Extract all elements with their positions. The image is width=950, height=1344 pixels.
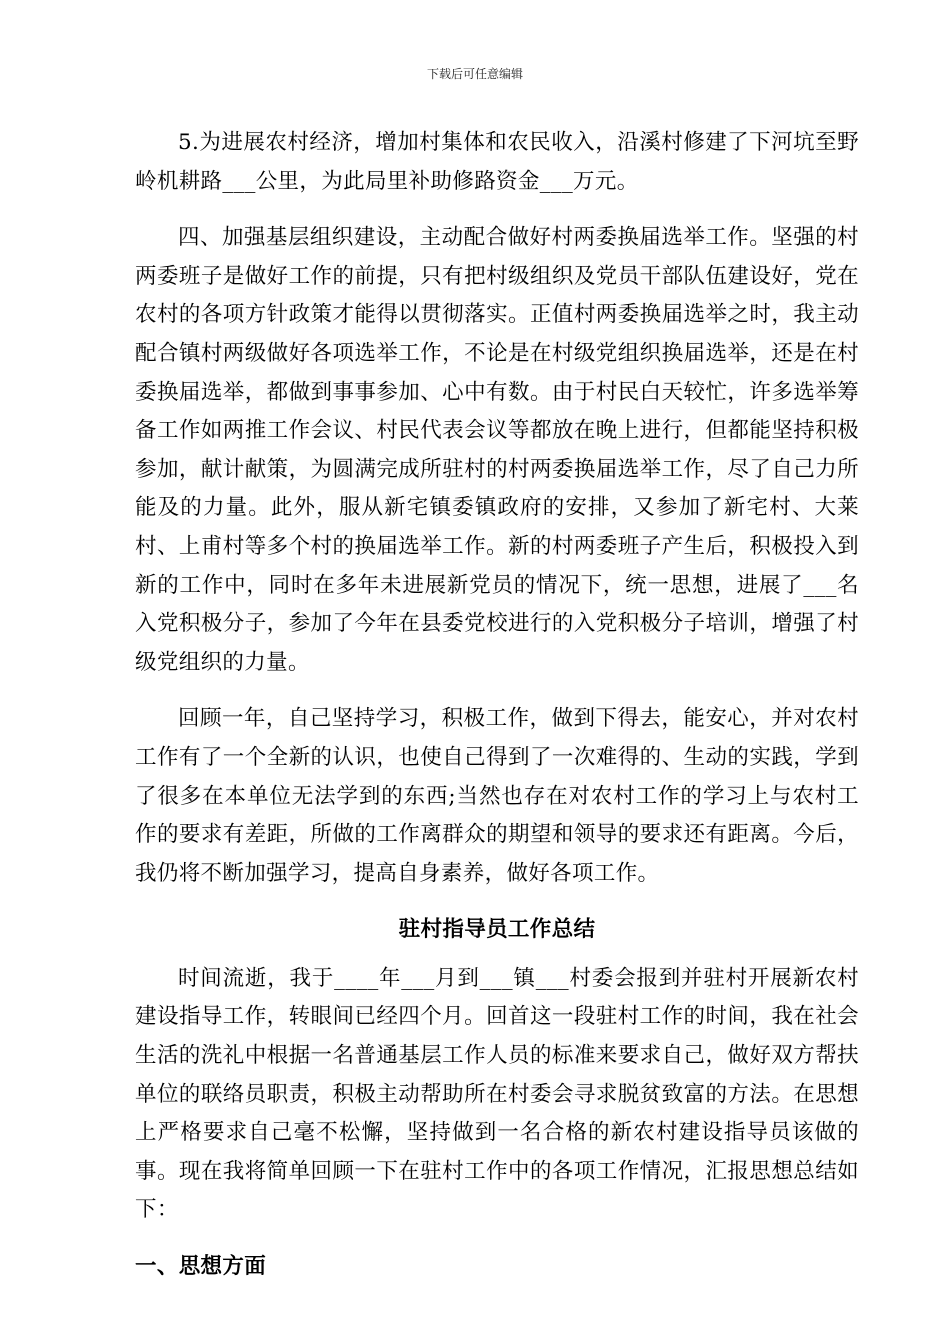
document-body — [135, 124, 859, 1287]
heading-thought: 一、思想方面 — [135, 1254, 267, 1280]
page-header-note: 下载后可任意编辑 — [426, 67, 523, 81]
paragraph-intro: 时间流逝，我于____年___月到___镇___村委会报到并驻村开展新农村建设指导工作，转眼间已经四个月。回首这一段驻村工作的时间，我在社会生活的洗礼中根据一名普通基层工作人员的标准来要求自己，做好双方帮扶单位的联络员职责，积极主动帮助所在村委会寻求脱贫致富的方法。在思想上严格要求自己毫不松懈，坚持做到一名合格的新农村建设指导员该做的事。现在我将简单回顾一下在驻村工作中的各项工作情况，汇报思想总结如下： — [135, 965, 859, 1223]
paragraph-economy: 5.为进展农村经济，增加村集体和农民收入，沿溪村修建了下河坑至野岭机耕路___公里，为此局里补助修路资金___万元。 — [135, 130, 859, 194]
paragraph-organization: 四、加强基层组织建设，主动配合做好村两委换届选举工作。坚强的村两委班子是做好工作的前提，只有把村级组织及党员干部队伍建设好，党在农村的各项方针政策才能得以贯彻落实。正值村两委换届选举之时，我主动配合镇村两级做好各项选举工作，不论是在村级党组织换届选举，还是在村委换届选举，都做到事事参加、心中有数。由于村民白天较忙，许多选举筹备工作如两推工作会议、村民代表会议等都放在晚上进行，但都能坚持积极参加，献计献策，为圆满完成所驻村的村两委换届选举工作，尽了自己力所能及的力量。此外，服从新宅镇委镇政府的安排，又参加了新宅村、大莱村、上甫村等多个村的换届选举工作。新的村两委班子产生后，积极投入到新的工作中，同时在多年未进展新党员的情况下，统一思想，进展了___名入党积极分子，参加了今年在县委党校进行的入党积极分子培训，增强了村级党组织的力量。 — [135, 225, 859, 675]
section-title: 驻村指导员工作总结 — [398, 917, 596, 943]
paragraph-review: 回顾一年，自己坚持学习，积极工作，做到下得去，能安心，并对农村工作有了一个全新的认识，也使自己得到了一次难得的、生动的实践，学到了很多在本单位无法学到的东西;当然也存在对农村工作的学习上与农村工作的要求有差距，所做的工作离群众的期望和领导的要求还有距离。今后，我仍将不断加强学习，提高自身素养，做好各项工作。 — [135, 706, 859, 886]
